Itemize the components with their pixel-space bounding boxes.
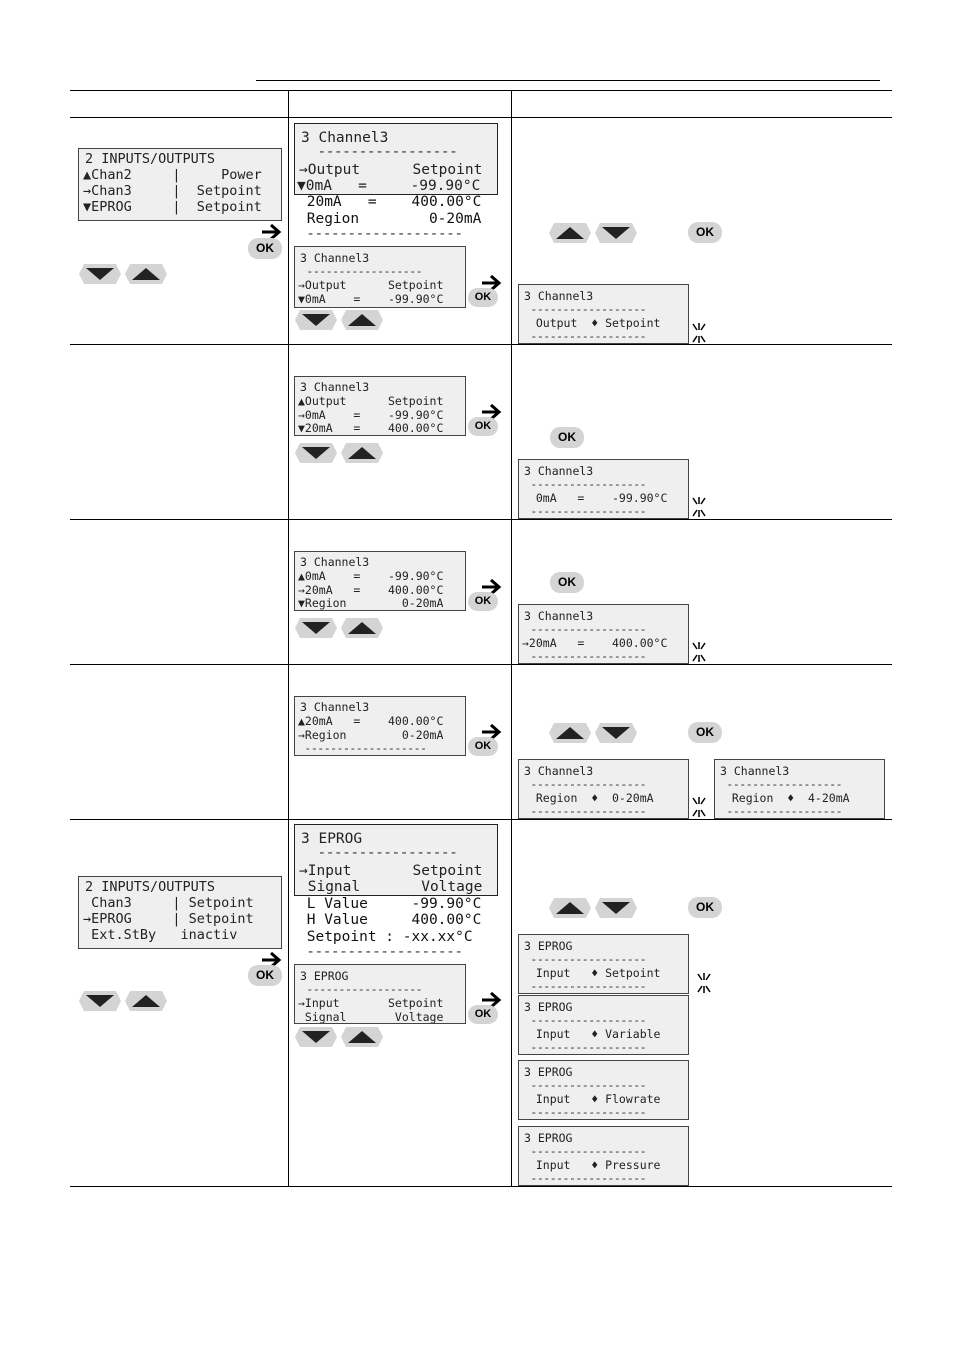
lcd-line: ------------------- xyxy=(298,741,427,755)
lcd-line: ----------------- xyxy=(301,144,458,160)
column-divider xyxy=(511,90,512,1187)
lcd-inputs-outputs-menu xyxy=(78,148,282,221)
up-button[interactable] xyxy=(548,222,592,244)
ok-button[interactable]: OK xyxy=(248,965,282,986)
table-header-rule xyxy=(70,117,892,118)
lcd-inputs-outputs-eprog xyxy=(78,876,282,949)
lcd-line: 3 Channel3 xyxy=(300,380,370,394)
down-button[interactable] xyxy=(294,309,338,331)
lcd-line: ▼0mA = -99.90°C xyxy=(298,292,444,306)
lcd-line: Region ♦ 4-20mA xyxy=(718,791,850,805)
lcd-extended-line: Setpoint : -xx.xx°C xyxy=(298,929,473,945)
lcd-extended-line: Region 0-20mA xyxy=(298,211,482,227)
lcd-line: →Input Setpoint xyxy=(298,996,444,1010)
lcd-line: 3 Channel3 xyxy=(300,700,370,714)
lcd-line: →Region 0-20mA xyxy=(298,728,444,742)
up-button[interactable] xyxy=(124,990,168,1012)
lcd-line: 3 Channel3 xyxy=(300,251,370,265)
lcd-line: ------------------ xyxy=(524,804,647,818)
lcd-line: Input ♦ Variable xyxy=(522,1027,661,1041)
up-button[interactable] xyxy=(548,722,592,744)
row-divider xyxy=(70,664,892,665)
ok-button[interactable]: OK xyxy=(468,592,498,611)
up-button[interactable] xyxy=(340,617,384,639)
table-bottom-rule xyxy=(70,1186,892,1187)
lcd-line: 3 Channel3 xyxy=(524,609,594,623)
lcd-line: 3 EPROG xyxy=(524,1000,573,1014)
ok-button[interactable]: OK xyxy=(468,288,498,307)
lcd-line: ------------------ xyxy=(524,302,647,316)
lcd-extended-line: ------------------- xyxy=(298,226,463,242)
down-button[interactable] xyxy=(78,990,122,1012)
ok-button[interactable]: OK xyxy=(688,897,722,918)
row-divider xyxy=(70,819,892,820)
lcd-line: Signal Voltage xyxy=(299,879,483,895)
lcd-line: 3 Channel3 xyxy=(300,555,370,569)
lcd-line: 0mA = -99.90°C xyxy=(522,491,668,505)
up-button[interactable] xyxy=(124,263,168,285)
lcd-eprog-input-variable xyxy=(518,995,689,1055)
lcd-line: ------------------ xyxy=(524,622,647,636)
lcd-line: 3 Channel3 xyxy=(524,764,594,778)
lcd-line: ------------------ xyxy=(524,1105,647,1119)
lcd-extended-line: ------------------- xyxy=(298,944,463,960)
lcd-line: ------------------ xyxy=(300,982,423,996)
blink-icon xyxy=(695,972,713,994)
lcd-channel3-large xyxy=(294,123,498,195)
lcd-channel3-0ma-edit xyxy=(518,459,689,519)
down-button[interactable] xyxy=(294,442,338,464)
lcd-line: →20mA = 400.00°C xyxy=(298,583,444,597)
row-divider xyxy=(70,519,892,520)
lcd-line: 3 Channel3 xyxy=(524,464,594,478)
up-button[interactable] xyxy=(340,1026,384,1048)
table-top-rule xyxy=(70,90,892,91)
ok-button[interactable]: OK xyxy=(248,238,282,259)
lcd-eprog-input-flowrate xyxy=(518,1060,689,1120)
lcd-line: ------------------ xyxy=(524,649,647,663)
down-button[interactable] xyxy=(594,897,638,919)
down-button[interactable] xyxy=(294,1026,338,1048)
ok-button[interactable]: OK xyxy=(688,222,722,243)
lcd-eprog-input-pressure xyxy=(518,1126,689,1186)
up-button[interactable] xyxy=(548,897,592,919)
lcd-line: ------------------ xyxy=(720,777,843,791)
lcd-line: ------------------ xyxy=(524,777,647,791)
lcd-line: 3 EPROG xyxy=(301,831,363,847)
lcd-line: 3 EPROG xyxy=(524,939,573,953)
ok-button[interactable]: OK xyxy=(550,427,584,448)
lcd-line: ------------------ xyxy=(524,952,647,966)
ok-button[interactable]: OK xyxy=(688,722,722,743)
lcd-eprog-large xyxy=(294,824,498,896)
lcd-line: 2 INPUTS/OUTPUTS xyxy=(85,879,216,895)
lcd-line: ▼20mA = 400.00°C xyxy=(298,421,444,435)
lcd-line: →Output Setpoint xyxy=(298,278,444,292)
lcd-line: ------------------ xyxy=(524,979,647,993)
lcd-line: 3 EPROG xyxy=(524,1131,573,1145)
lcd-channel3-0ma xyxy=(294,376,466,436)
lcd-line: ------------------ xyxy=(524,477,647,491)
lcd-line: ------------------ xyxy=(524,1171,647,1185)
lcd-line: →EPROG | Setpoint xyxy=(83,911,254,927)
blink-icon xyxy=(690,641,708,663)
blink-icon xyxy=(690,322,708,344)
lcd-line: ------------------ xyxy=(300,264,423,278)
lcd-line: ▲Output Setpoint xyxy=(298,394,444,408)
lcd-line: Input ♦ Setpoint xyxy=(522,966,661,980)
header-rule xyxy=(256,80,880,81)
down-button[interactable] xyxy=(294,617,338,639)
lcd-line: ▼EPROG | Setpoint xyxy=(83,199,262,215)
lcd-line: 3 EPROG xyxy=(524,1065,573,1079)
lcd-channel3-20ma xyxy=(294,551,466,611)
blink-icon xyxy=(690,796,708,818)
lcd-line: →Input Setpoint xyxy=(299,863,483,879)
lcd-channel3-small xyxy=(294,246,466,308)
lcd-line: →Output Setpoint xyxy=(299,162,483,178)
lcd-line: 3 Channel3 xyxy=(524,289,594,303)
lcd-line: 3 EPROG xyxy=(300,969,349,983)
lcd-line: ▼0mA = -99.90°C xyxy=(297,178,481,194)
lcd-line: ▲20mA = 400.00°C xyxy=(298,714,444,728)
lcd-line: Signal Voltage xyxy=(298,1010,444,1024)
ok-button[interactable]: OK xyxy=(468,737,498,756)
lcd-line: →20mA = 400.00°C xyxy=(522,636,668,650)
lcd-line: 3 Channel3 xyxy=(720,764,790,778)
lcd-extended-line: 20mA = 400.00°C xyxy=(298,194,482,210)
lcd-line: ------------------ xyxy=(720,804,843,818)
blink-icon xyxy=(690,496,708,518)
lcd-line: ------------------ xyxy=(524,1013,647,1027)
lcd-extended-line: L Value -99.90°C xyxy=(298,896,482,912)
lcd-channel3-output-edit xyxy=(518,284,689,344)
lcd-line: →0mA = -99.90°C xyxy=(298,408,444,422)
lcd-line: Ext.StBy inactiv xyxy=(83,927,238,943)
ok-button[interactable]: OK xyxy=(468,417,498,436)
lcd-line: ------------------ xyxy=(524,329,647,343)
row-divider xyxy=(70,344,892,345)
up-button[interactable] xyxy=(340,442,384,464)
lcd-extended-line: H Value 400.00°C xyxy=(298,912,482,928)
lcd-line: ----------------- xyxy=(301,845,458,861)
lcd-channel3-20ma-edit xyxy=(518,604,689,664)
lcd-line: 3 Channel3 xyxy=(301,130,389,146)
lcd-line: ▲Chan2 | Power xyxy=(83,167,262,183)
lcd-line: ------------------ xyxy=(524,1078,647,1092)
up-button[interactable] xyxy=(340,309,384,331)
down-button[interactable] xyxy=(594,722,638,744)
lcd-line: ------------------ xyxy=(524,1144,647,1158)
lcd-line: Region ♦ 0-20mA xyxy=(522,791,654,805)
ok-button[interactable]: OK xyxy=(550,572,584,593)
lcd-line: Output ♦ Setpoint xyxy=(522,316,661,330)
lcd-line: →Chan3 | Setpoint xyxy=(83,183,262,199)
lcd-line: ▲0mA = -99.90°C xyxy=(298,569,444,583)
down-button[interactable] xyxy=(78,263,122,285)
lcd-line: 2 INPUTS/OUTPUTS xyxy=(85,151,216,167)
lcd-line: Input ♦ Pressure xyxy=(522,1158,661,1172)
lcd-line: ------------------ xyxy=(524,504,647,518)
lcd-eprog-small xyxy=(294,964,466,1024)
lcd-line: ------------------ xyxy=(524,1040,647,1054)
lcd-line: Input ♦ Flowrate xyxy=(522,1092,661,1106)
lcd-channel3-region xyxy=(294,696,466,756)
column-divider xyxy=(288,90,289,1187)
down-button[interactable] xyxy=(594,222,638,244)
lcd-line: ▼Region 0-20mA xyxy=(298,596,444,610)
ok-button[interactable]: OK xyxy=(468,1005,498,1024)
lcd-channel3-region-4-20 xyxy=(714,759,885,819)
lcd-channel3-region-0-20 xyxy=(518,759,689,819)
lcd-line: Chan3 | Setpoint xyxy=(83,895,254,911)
lcd-eprog-input-setpoint xyxy=(518,934,689,994)
